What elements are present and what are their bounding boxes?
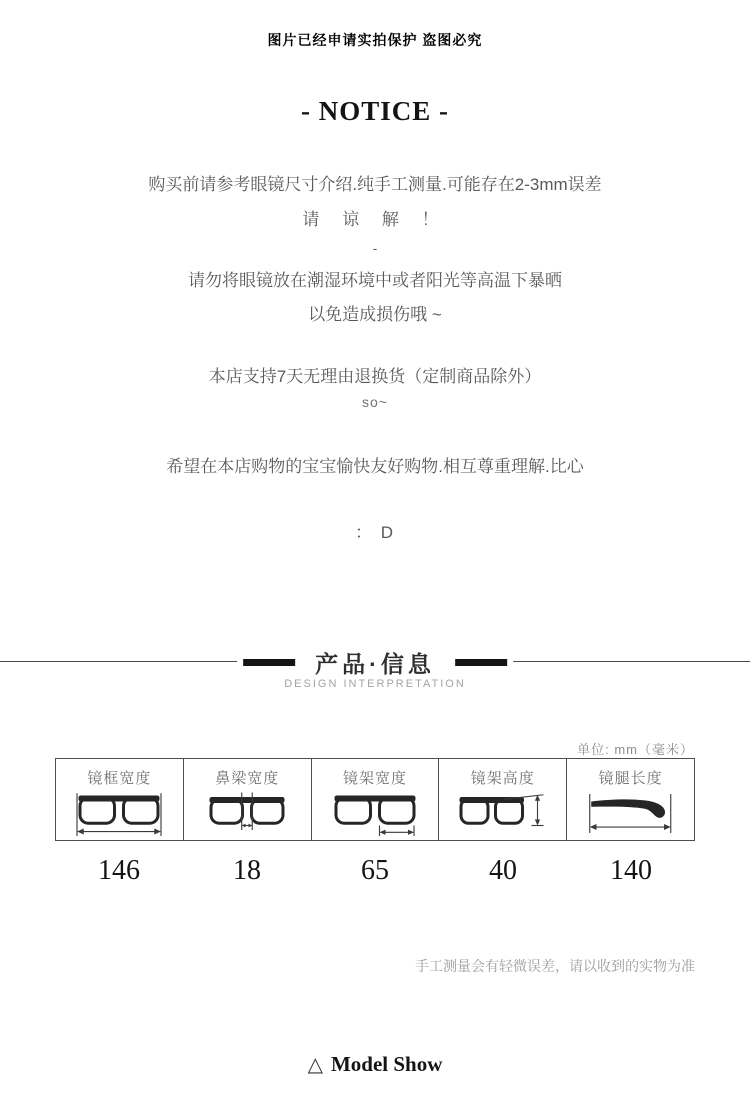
notice-line-so: so~ (362, 394, 388, 410)
notice-line-understanding: 请 谅 解 ！ (302, 210, 448, 229)
model-show-heading (0, 1052, 750, 1077)
size-table-cell-bridge-width (183, 759, 311, 840)
glasses-lens-height-icon (439, 790, 566, 840)
size-table-header-row (55, 758, 695, 841)
unit-label: 单位: mm（毫米） (577, 742, 694, 757)
value-temple-length: 140 (610, 855, 652, 886)
notice-dash-divider: - (372, 240, 378, 256)
column-label: 鼻梁宽度 (215, 770, 280, 787)
column-label: 镜框宽度 (87, 770, 152, 787)
size-table-cell-lens-height (438, 759, 566, 840)
glasses-temple-length-icon (567, 790, 694, 840)
section-header (237, 646, 513, 679)
glasses-bridge-width-icon (184, 790, 311, 840)
section-left-bar (243, 659, 295, 666)
size-table-cell-lens-width (311, 759, 439, 840)
size-table-cell-temple-length (566, 759, 695, 840)
section-right-bar (455, 659, 507, 666)
column-label: 镜架宽度 (342, 770, 407, 787)
section-title: 产品·信息 (315, 651, 435, 677)
glasses-frame-width-icon (56, 790, 183, 840)
section-subtitle: DESIGN INTERPRETATION (284, 678, 466, 690)
size-table-values-row (55, 841, 695, 887)
column-label: 镜架高度 (470, 770, 535, 787)
notice-heading: - NOTICE - (300, 96, 449, 126)
notice-line-wish: 希望在本店购物的宝宝愉快友好购物.相互尊重理解.比心 (166, 457, 584, 476)
notice-line-storage: 请勿将眼镜放在潮湿环境中或者阳光等高温下暴晒 (188, 271, 562, 290)
value-lens-width: 65 (361, 855, 389, 886)
notice-line-damage: 以免造成损伤哦 ~ (308, 305, 442, 324)
notice-smiley: ： D (355, 523, 395, 542)
value-frame-width: 146 (98, 855, 140, 886)
notice-line-measure-error: 购买前请参考眼镜尺寸介绍.纯手工测量.可能存在2-3mm误差 (148, 175, 602, 194)
measurement-disclaimer: 手工测量会有轻微误差，请以收到的实物为准 (415, 958, 695, 974)
value-bridge-width: 18 (233, 855, 261, 886)
triangle-icon: △ (307, 1054, 323, 1076)
value-lens-height: 40 (489, 855, 517, 886)
anti-theft-watermark: 图片已经申请实拍保护 盗图必究 (267, 32, 483, 48)
glasses-lens-width-icon (312, 790, 439, 840)
notice-line-return-policy: 本店支持7天无理由退换货（定制商品除外） (208, 367, 542, 386)
column-label: 镜腿长度 (598, 770, 663, 787)
model-show-label: Model Show (330, 1052, 443, 1076)
size-table-cell-frame-width (55, 759, 183, 840)
size-table (55, 758, 695, 887)
